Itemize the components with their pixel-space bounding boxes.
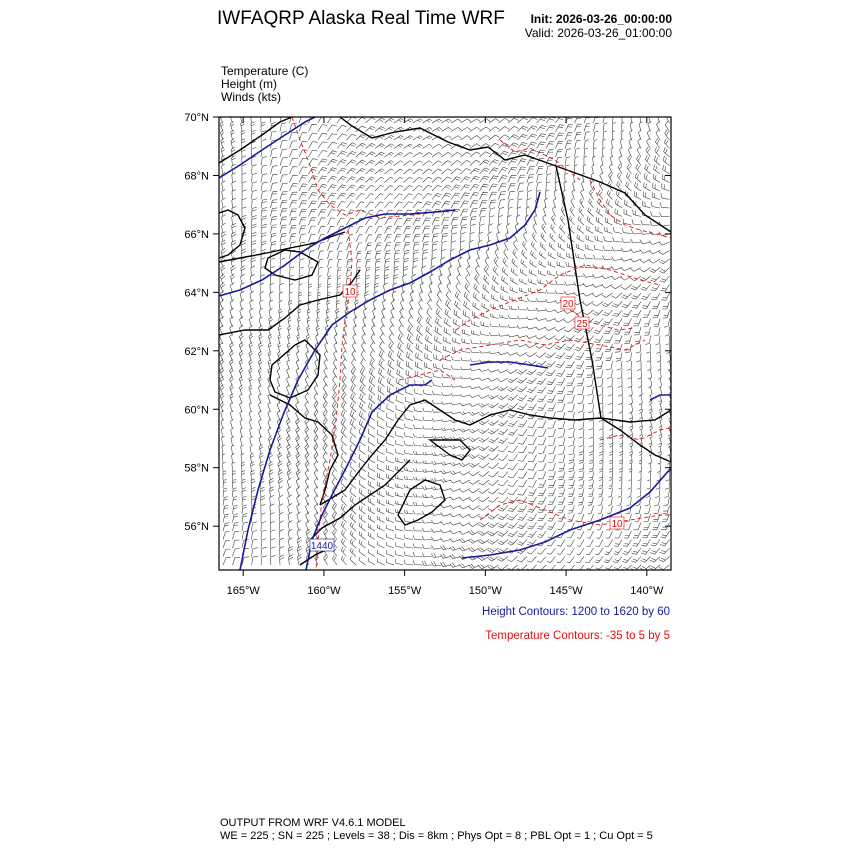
temperature-contour-label: 10: [344, 287, 356, 298]
height-contour: [462, 468, 671, 558]
temperature-contour-label: 25: [576, 319, 588, 330]
field-label-winds: Winds (kts): [221, 90, 281, 104]
temperature-contour: [292, 117, 460, 218]
lat-tick-label: 64°N: [184, 287, 209, 300]
coastline: [270, 395, 338, 505]
valid-time: Valid: 2026-03-26_01:00:00: [524, 26, 672, 40]
coastline: [320, 400, 671, 505]
height-contour: [219, 117, 315, 178]
init-time: Init: 2026-03-26_00:00:00: [530, 12, 672, 26]
temperature-contour-label: 20: [562, 299, 574, 310]
height-contour-layer: [219, 117, 671, 570]
wind-barbs: [220, 113, 672, 571]
field-label-temperature: Temperature (C): [221, 64, 309, 78]
height-contour-legend: Height Contours: 1200 to 1620 by 60: [482, 606, 670, 618]
temperature-contour-label: 10: [611, 519, 623, 530]
model-footer-line2: WE = 225 ; SN = 225 ; Levels = 38 ; Dis = 8km ; Phys Opt = 8 ; PBL Opt = 1 ; Cu Opt = 5: [220, 830, 653, 842]
contour-label-layer: [310, 285, 624, 552]
field-label-height: Height (m): [221, 77, 278, 91]
wind-barb-field: [220, 113, 672, 571]
lon-tick-label: 150°W: [468, 585, 502, 597]
lon-tick-label: 140°W: [630, 585, 664, 597]
lat-tick-label: 56°N: [184, 521, 209, 534]
lat-tick-label: 62°N: [184, 345, 209, 358]
plot-frame: [219, 117, 671, 570]
lon-tick-label: 160°W: [307, 585, 341, 597]
lon-tick-label: 155°W: [388, 585, 422, 597]
coastline-layer: [219, 117, 671, 565]
temperature-contour: [480, 500, 671, 525]
coastline: [430, 440, 470, 460]
lat-tick-label: 58°N: [184, 462, 209, 475]
lat-tick-label: 68°N: [184, 170, 209, 183]
chart-title: IWFAQRP Alaska Real Time WRF: [217, 8, 505, 29]
temperature-contour-legend: Temperature Contours: -35 to 5 by 5: [485, 630, 670, 642]
temperature-contour: [350, 570, 360, 600]
lat-tick-label: 60°N: [184, 404, 209, 417]
model-footer-line1: OUTPUT FROM WRF V4.6.1 MODEL: [220, 817, 406, 829]
lon-tick-label: 145°W: [549, 585, 583, 597]
lat-tick-label: 66°N: [184, 228, 209, 241]
height-contour-label: 1440: [310, 541, 334, 552]
lat-tick-label: 70°N: [184, 112, 209, 124]
coastline: [556, 166, 601, 418]
lon-tick-label: 165°W: [226, 585, 260, 597]
temperature-contour: [590, 180, 671, 238]
